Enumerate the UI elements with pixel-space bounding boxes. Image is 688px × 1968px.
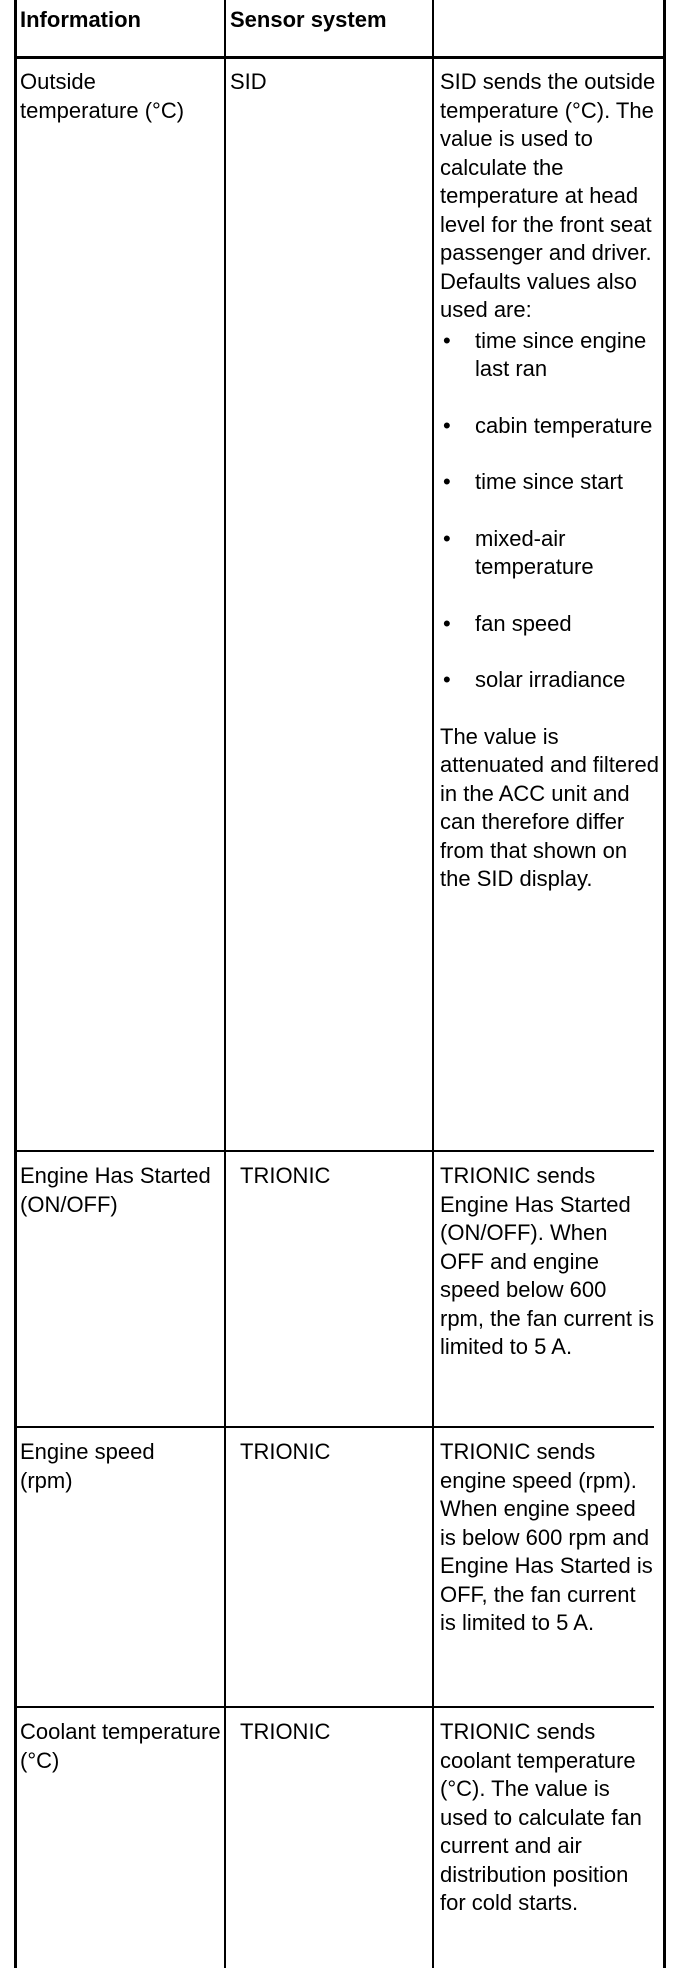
- row1-description-text: SID sends the outside temperature (°C). The value is used to calculate the temperature at head level for the front seat passenger and driver. Defaults values also used are:: [440, 69, 656, 322]
- table-border-left: [14, 0, 17, 1968]
- table-border-right: [663, 0, 666, 1968]
- bullet-icon: •: [443, 610, 451, 636]
- row2-description-text: TRIONIC sends Engine Has Started (ON/OFF). When OFF and engine speed below 600 rpm, the fan current is limited to 5 A.: [440, 1163, 654, 1359]
- list-item: • time since start: [440, 468, 662, 497]
- header-bottom-rule: [14, 56, 666, 59]
- row1-information: Outside temperature (°C): [20, 69, 185, 123]
- table-divider-col1: [224, 0, 226, 1968]
- row2-information: Engine Has Started (ON/OFF): [20, 1163, 211, 1217]
- bullet-icon: •: [443, 667, 451, 692]
- list-item: • fan speed: [440, 610, 662, 639]
- list-item: • time since engine last ran: [443, 327, 647, 381]
- row-divider-3: [14, 1706, 654, 1708]
- row3-sensor: TRIONIC: [240, 1439, 331, 1464]
- bullet-icon: •: [443, 525, 451, 551]
- row4-description-text: TRIONIC sends coolant temperature (°C). The value is used to calculate fan current and air distribution position for cold starts.: [440, 1719, 642, 1915]
- row3-description: [440, 1438, 655, 1638]
- row1-bullet-list: [440, 327, 662, 695]
- row-divider-2: [14, 1426, 654, 1428]
- row1-sensor: SID: [230, 69, 267, 94]
- list-item: • cabin temperature: [440, 412, 662, 441]
- bullet-icon: •: [443, 327, 451, 353]
- row2-description: [440, 1162, 655, 1362]
- bullet-icon: •: [443, 412, 451, 438]
- list-item: • mixed-air temperature: [443, 525, 594, 579]
- bullet-icon: •: [443, 469, 451, 494]
- row4-description: [440, 1718, 658, 1918]
- data-table: [14, 0, 674, 1968]
- row1-description: [440, 68, 662, 894]
- row4-information: Coolant temperature (°C): [20, 1719, 221, 1773]
- table-divider-col2: [432, 0, 434, 1968]
- row1-description-after: The value is attenuated and filtered in the ACC unit and can therefore differ from that shown on the SID display.: [440, 723, 659, 891]
- row3-description-text: TRIONIC sends engine speed (rpm). When engine speed is below 600 rpm and Engine Has Started is OFF, the fan current is limited to 5 A.: [440, 1439, 653, 1635]
- row-divider-1: [14, 1150, 654, 1152]
- row3-information: Engine speed (rpm): [20, 1439, 155, 1493]
- header-information: Information: [20, 7, 141, 32]
- list-item: • solar irradiance: [440, 666, 662, 695]
- row4-sensor: TRIONIC: [240, 1719, 331, 1744]
- row2-sensor: TRIONIC: [240, 1163, 331, 1188]
- header-sensor-system: Sensor system: [230, 7, 387, 32]
